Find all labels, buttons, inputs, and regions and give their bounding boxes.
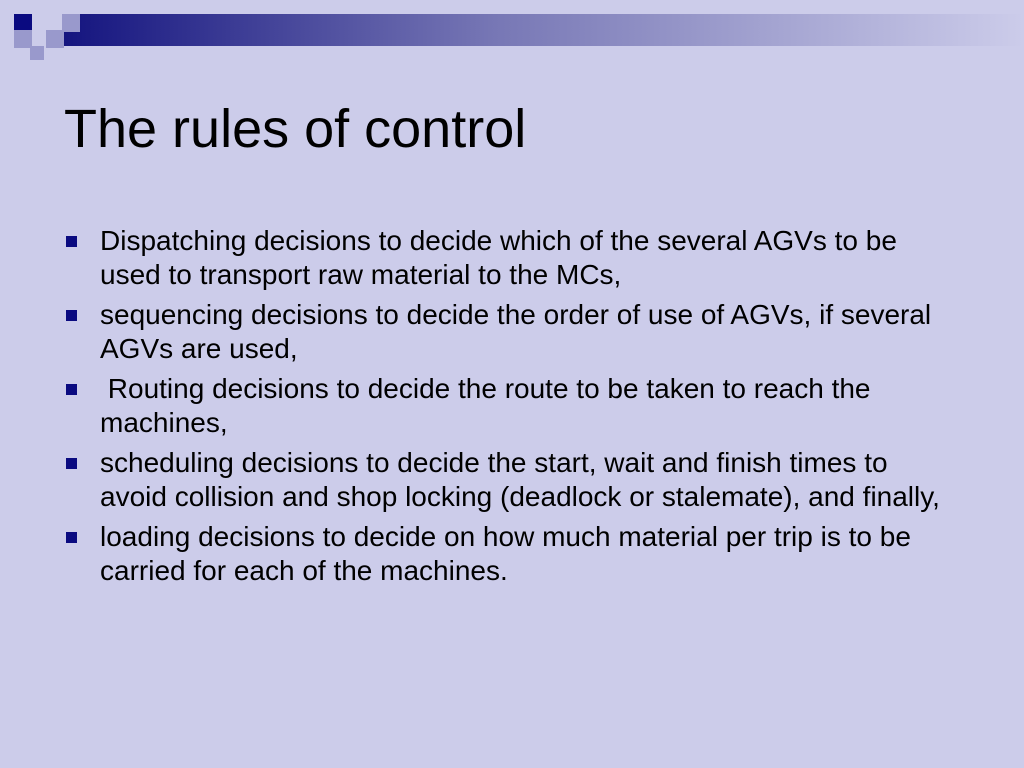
bullet-item-scheduling [64, 446, 944, 514]
square-bullet-icon [66, 236, 77, 247]
square-bullet-icon [66, 384, 77, 395]
bullet-text: loading decisions to decide on how much material per trip is to be carried for each of the machines. [100, 521, 919, 586]
bullet-text: Routing decisions to decide the route to be taken to reach the machines, [100, 373, 879, 438]
deco-square-dark [14, 14, 32, 32]
bullet-text: scheduling decisions to decide the start, wait and finish times to avoid collision and shop locking (deadlock or stalemate), and finally, [100, 447, 940, 512]
deco-square-light-mid [46, 30, 64, 48]
slide-title: The rules of control [64, 99, 527, 159]
bullet-item-sequencing [64, 298, 944, 366]
header-gradient-bar [62, 14, 1024, 46]
header-decoration [0, 0, 1024, 64]
square-bullet-icon [66, 310, 77, 321]
square-bullet-icon [66, 458, 77, 469]
bullet-item-routing [64, 372, 944, 440]
bullet-text: Dispatching decisions to decide which of the several AGVs to be used to transport raw material to the MCs, [100, 225, 905, 290]
bullet-list [64, 224, 944, 594]
bullet-item-loading [64, 520, 944, 588]
deco-square-light-bottom [30, 46, 44, 60]
deco-square-light-left [14, 30, 32, 48]
bullet-text: sequencing decisions to decide the order of use of AGVs, if several AGVs are used, [100, 299, 938, 364]
square-bullet-icon [66, 532, 77, 543]
deco-square-light-top [62, 14, 80, 32]
bullet-item-dispatching [64, 224, 944, 292]
